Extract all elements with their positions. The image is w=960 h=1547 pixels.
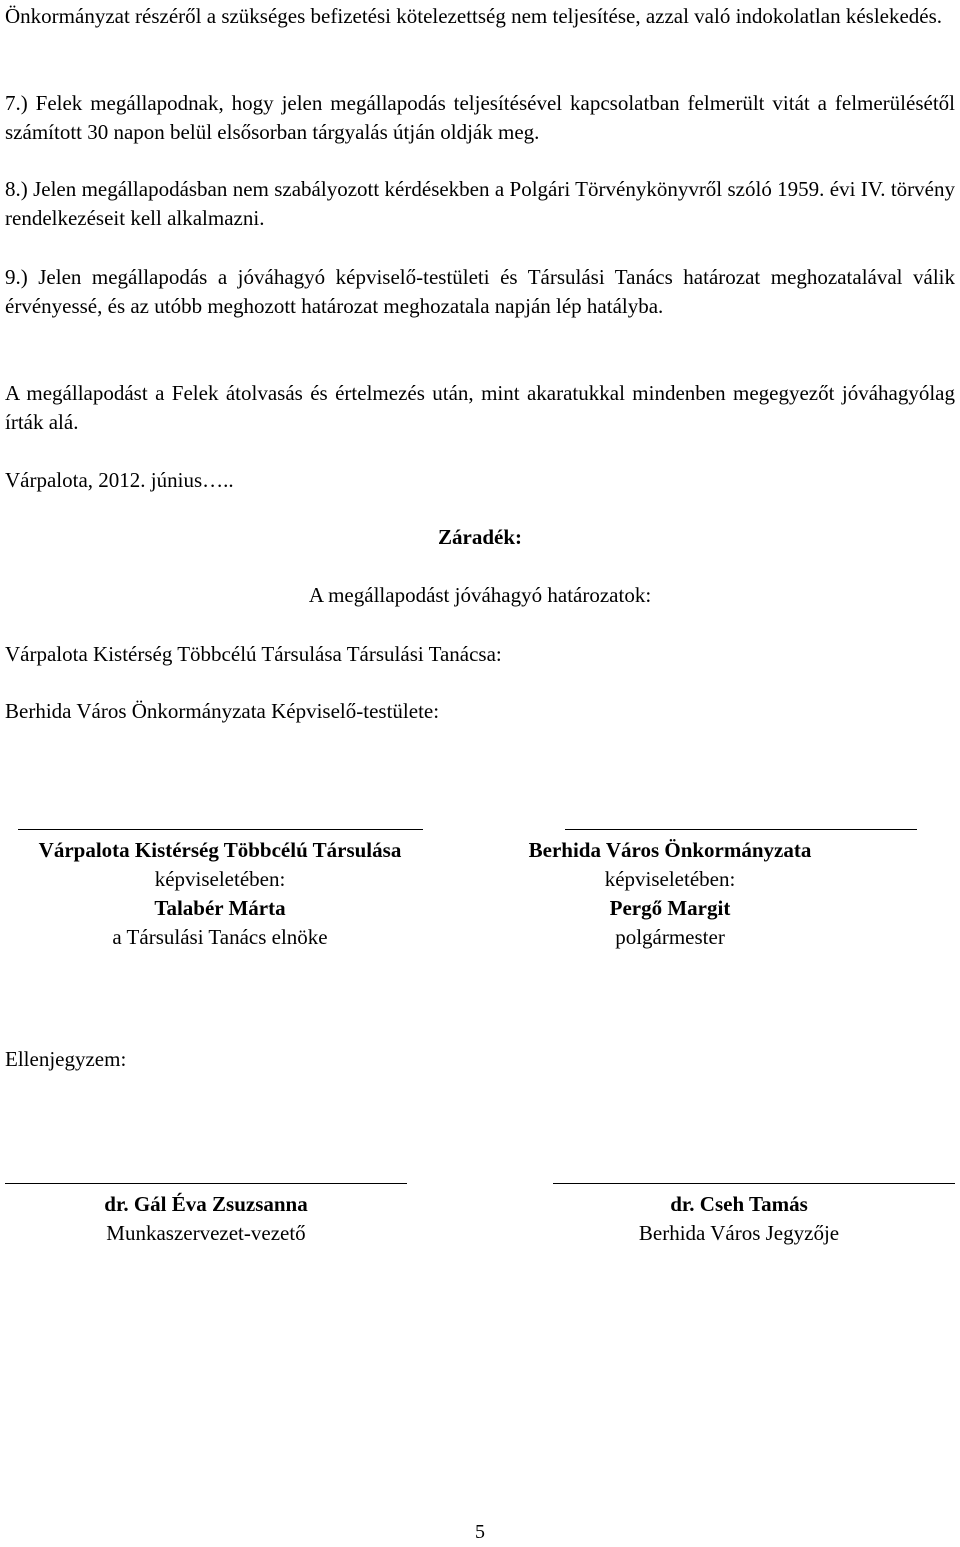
countersign-label: Ellenjegyzem: [5, 1047, 127, 1071]
countersign-right [553, 1183, 955, 1248]
paragraph-9: 9.) Jelen megállapodás a jóváhagyó képviselő-testületi és Társulási Tanács határozat meghozatalával válik érvényessé, és az utóbb meghozott határozat meghozatala napján lép hatályba. [5, 265, 955, 318]
clause-subtitle: A megállapodást jóváhagyó határozatok: [308, 583, 652, 607]
signature-org: Berhida Város Önkormányzata [528, 838, 812, 862]
signature-line [5, 1183, 407, 1184]
signature-line [18, 829, 423, 830]
signature-line [553, 1183, 955, 1184]
countersign-name: dr. Gál Éva Zsuzsanna [104, 1192, 308, 1216]
countersign-name: dr. Cseh Tamás [670, 1192, 808, 1216]
paragraph-8: 8.) Jelen megállapodásban nem szabályozott kérdésekben a Polgári Törvénykönyvről szóló 1959. évi IV. törvény rendelkezéseit kell alkalmazni. [5, 177, 955, 230]
countersign-title: Munkaszervezet-vezető [106, 1221, 306, 1245]
clause-line-association: Várpalota Kistérség Többcélú Társulása Társulási Tanácsa: [5, 642, 502, 666]
clause-line-municipality: Berhida Város Önkormányzata Képviselő-testülete: [5, 699, 440, 723]
paragraph-7: 7.) Felek megállapodnak, hogy jelen megállapodás teljesítésével kapcsolatban felmerült vitát a felmerülésétől számított 30 napon belül elsősorban tárgyalás útján oldják meg. [5, 91, 955, 144]
signature-left [5, 829, 435, 952]
countersign-title: Berhida Város Jegyzője [638, 1221, 840, 1245]
countersign-left [5, 1183, 407, 1248]
signature-title: a Társulási Tanács elnöke [112, 925, 328, 949]
signature-right [520, 829, 820, 952]
clause-title: Záradék: [438, 525, 522, 549]
signature-role: képviseletében: [154, 867, 286, 891]
signature-role: képviseletében: [604, 867, 736, 891]
paragraph-closing: A megállapodást a Felek átolvasás és értelmezés után, mint akaratukkal mindenben megegyezőt jóváhagyólag írták alá. [5, 381, 955, 434]
signature-title: polgármester [615, 925, 725, 949]
signature-org: Várpalota Kistérség Többcélú Társulása [38, 838, 402, 862]
page-number: 5 [475, 1521, 485, 1543]
paragraph-continuation: Önkormányzat részéről a szükséges befizetési kötelezettség nem teljesítése, azzal való indokolatlan késlekedés. [5, 4, 943, 28]
signature-name: Pergő Margit [609, 896, 731, 920]
signature-line [565, 829, 917, 830]
signature-name: Talabér Márta [154, 896, 286, 920]
place-date: Várpalota, 2012. június….. [5, 468, 234, 492]
